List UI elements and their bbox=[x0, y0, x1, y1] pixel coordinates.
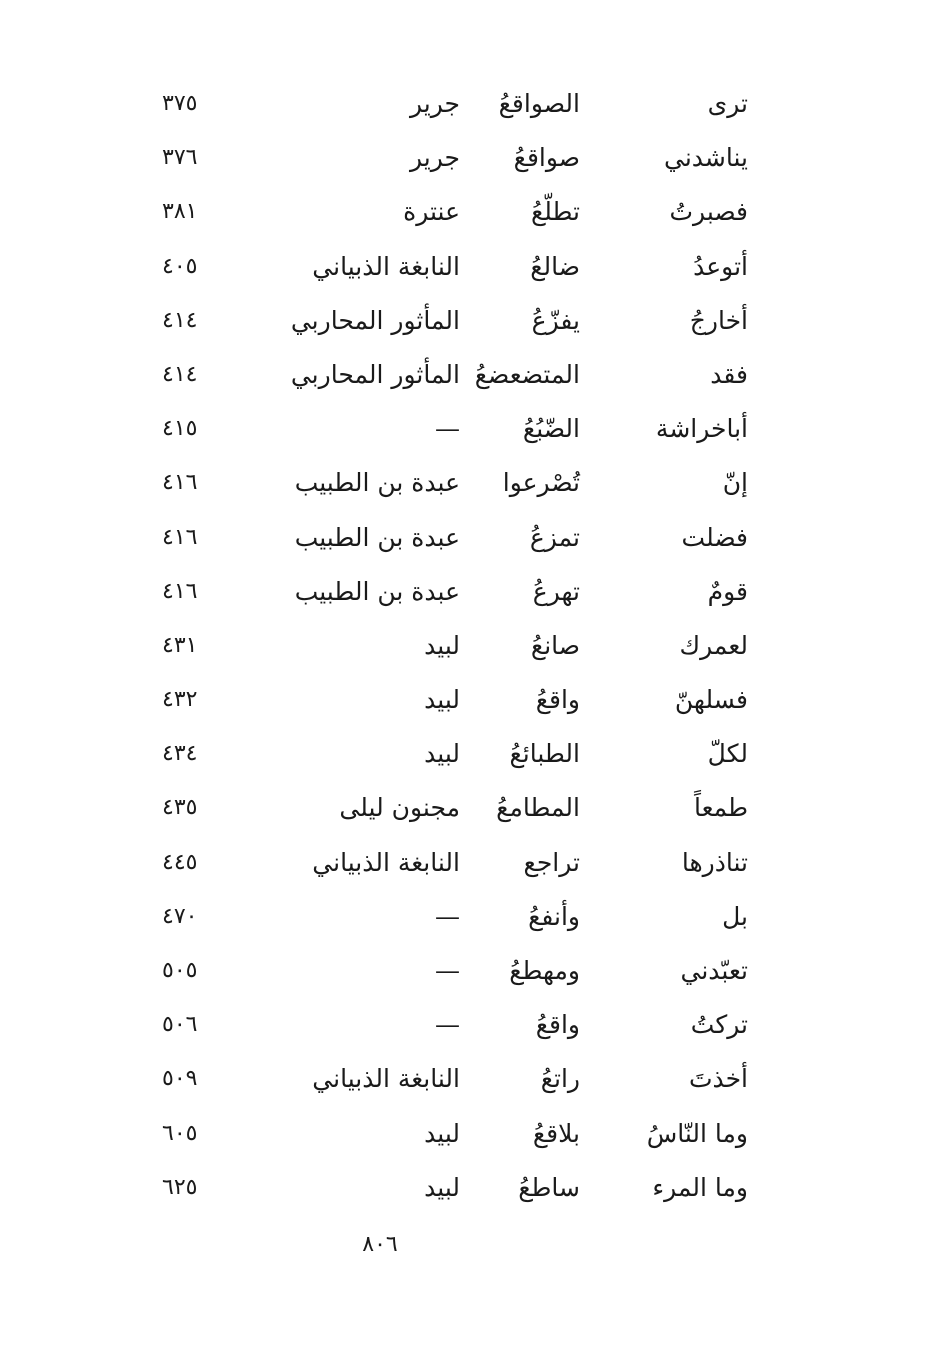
first-word-cell: وما المرء bbox=[652, 1172, 748, 1202]
table-row bbox=[150, 351, 760, 405]
first-word-cell: لعمرك bbox=[679, 630, 748, 660]
rhyme-index-table bbox=[150, 80, 760, 1218]
first-word-cell: تركتُ bbox=[690, 1010, 748, 1040]
page-ref-cell: ٣٧٥ bbox=[162, 91, 198, 116]
poet-cell: عبدة بن الطبيب bbox=[294, 522, 460, 552]
page-number-text: ٨٠٦ bbox=[362, 1232, 398, 1257]
table-row bbox=[150, 622, 760, 676]
rhyme-cell: تطلّعُ bbox=[530, 197, 580, 227]
first-word-cell: يناشدني bbox=[664, 143, 748, 173]
poet-cell: مجنون ليلى bbox=[339, 793, 460, 823]
page-ref-cell: ٤٣٤ bbox=[162, 741, 198, 767]
rhyme-cell: ضالعُ bbox=[530, 251, 580, 281]
rhyme-cell: صواقعُ bbox=[513, 143, 580, 173]
poet-cell: عبدة بن الطبيب bbox=[294, 468, 460, 498]
table-row bbox=[150, 1164, 760, 1218]
page-ref-cell: ٣٧٦ bbox=[162, 145, 198, 171]
first-word-cell: أخذتَ bbox=[688, 1064, 748, 1094]
rhyme-cell: الطبائعُ bbox=[509, 739, 580, 769]
first-word-cell: لكلّ bbox=[707, 739, 748, 769]
page-ref-cell: ٤١٥ bbox=[162, 416, 198, 442]
page-ref-cell: ٤١٦ bbox=[162, 470, 198, 496]
rhyme-cell: ومهطعُ bbox=[509, 956, 580, 985]
first-word-cell: فضلت bbox=[681, 522, 748, 552]
poet-cell: جرير bbox=[410, 89, 460, 118]
page-ref-cell: ٤٣١ bbox=[162, 632, 198, 658]
poet-cell: لبيد bbox=[424, 739, 460, 769]
poet-cell: عبدة بن الطبيب bbox=[294, 576, 460, 606]
table-row bbox=[150, 188, 760, 242]
page-ref-cell: ٤٠٥ bbox=[162, 253, 198, 279]
poet-cell: — bbox=[435, 901, 460, 931]
poet-cell: لبيد bbox=[424, 685, 460, 715]
rhyme-cell: صانعُ bbox=[530, 630, 580, 660]
first-word-cell: تناذرها bbox=[681, 847, 748, 877]
poet-cell: — bbox=[435, 414, 460, 444]
table-row bbox=[150, 1001, 760, 1055]
poet-cell: النابغة الذبياني bbox=[312, 1064, 460, 1094]
page-ref-cell: ٤٣٢ bbox=[162, 687, 198, 713]
rhyme-cell: تُصْرعوا bbox=[502, 468, 580, 498]
rhyme-cell: المطامعُ bbox=[496, 793, 580, 823]
page-ref-cell: ٥٠٦ bbox=[162, 1012, 198, 1038]
first-word-cell: قومٌ bbox=[707, 576, 748, 606]
table-row bbox=[150, 134, 760, 188]
table-row bbox=[150, 243, 760, 297]
first-word-cell: أخارجُ bbox=[689, 305, 748, 335]
rhyme-cell: وأنفعُ bbox=[528, 901, 580, 931]
table-row bbox=[150, 1110, 760, 1164]
page-ref-cell: ٤١٤ bbox=[162, 307, 198, 333]
rhyme-cell: واقعُ bbox=[535, 1010, 580, 1040]
first-word-cell: طمعاً bbox=[693, 793, 748, 823]
table-row bbox=[150, 459, 760, 513]
poet-cell: لبيد bbox=[424, 1118, 460, 1148]
rhyme-cell: تراجع bbox=[523, 847, 580, 877]
rhyme-cell: تهرعُ bbox=[532, 576, 580, 606]
first-word-cell: أتوعدُ bbox=[693, 251, 748, 281]
page-ref-cell: ٤١٦ bbox=[162, 524, 198, 550]
rhyme-cell: المتضعضعُ bbox=[474, 359, 580, 389]
poet-cell: عنترة bbox=[403, 197, 460, 227]
first-word-cell: فسلهنّ bbox=[674, 685, 748, 715]
rhyme-cell: يفزّعُ bbox=[531, 305, 580, 335]
poet-cell: — bbox=[435, 956, 460, 985]
poet-cell: النابغة الذبياني bbox=[312, 251, 460, 281]
table-row bbox=[150, 730, 760, 784]
first-word-cell: بل bbox=[722, 901, 748, 931]
page-number bbox=[0, 1232, 760, 1257]
table-row bbox=[150, 947, 760, 1001]
poet-cell: المأثور المحاربي bbox=[290, 305, 460, 335]
first-word-cell: ترى bbox=[707, 89, 748, 118]
first-word-cell: إنّ bbox=[722, 468, 748, 498]
table-row bbox=[150, 297, 760, 351]
poet-cell: لبيد bbox=[424, 630, 460, 660]
page-ref-cell: ٤٤٥ bbox=[162, 849, 198, 875]
poet-cell: لبيد bbox=[424, 1172, 460, 1202]
table-row bbox=[150, 80, 760, 134]
first-word-cell: تعبّدني bbox=[680, 956, 748, 985]
table-row bbox=[150, 405, 760, 459]
table-row bbox=[150, 839, 760, 893]
page-ref-cell: ٥٠٥ bbox=[162, 958, 198, 983]
first-word-cell: وما النّاسُ bbox=[646, 1118, 748, 1148]
rhyme-cell: راتعُ bbox=[540, 1064, 580, 1094]
table-row bbox=[150, 1055, 760, 1109]
poet-cell: — bbox=[435, 1010, 460, 1040]
poet-cell: المأثور المحاربي bbox=[290, 359, 460, 389]
first-word-cell: فقد bbox=[710, 359, 748, 389]
rhyme-cell: الصواقعُ bbox=[498, 89, 580, 118]
rhyme-cell: بلاقعُ bbox=[532, 1118, 580, 1148]
page-ref-cell: ٣٨١ bbox=[162, 199, 198, 225]
table-row bbox=[150, 676, 760, 730]
page-ref-cell: ٤٧٠ bbox=[162, 903, 198, 929]
poet-cell: النابغة الذبياني bbox=[312, 847, 460, 877]
rhyme-cell: ساطعُ bbox=[518, 1172, 580, 1202]
page-ref-cell: ٦٢٥ bbox=[162, 1174, 198, 1200]
first-word-cell: أباخراشة bbox=[655, 414, 748, 444]
table-row bbox=[150, 893, 760, 947]
table-row bbox=[150, 784, 760, 838]
page-ref-cell: ٥٠٩ bbox=[162, 1066, 198, 1092]
page-ref-cell: ٤١٤ bbox=[162, 361, 198, 387]
poet-cell: جرير bbox=[410, 143, 460, 173]
first-word-cell: فصبرتُ bbox=[669, 197, 748, 227]
table-row bbox=[150, 568, 760, 622]
rhyme-cell: واقعُ bbox=[535, 685, 580, 715]
rhyme-cell: الضّبُعُ bbox=[522, 414, 580, 444]
page-ref-cell: ٤٣٥ bbox=[162, 795, 198, 821]
page-ref-cell: ٤١٦ bbox=[162, 578, 198, 604]
page-ref-cell: ٦٠٥ bbox=[162, 1120, 198, 1146]
rhyme-cell: تمزعُ bbox=[529, 522, 580, 552]
table-row bbox=[150, 514, 760, 568]
